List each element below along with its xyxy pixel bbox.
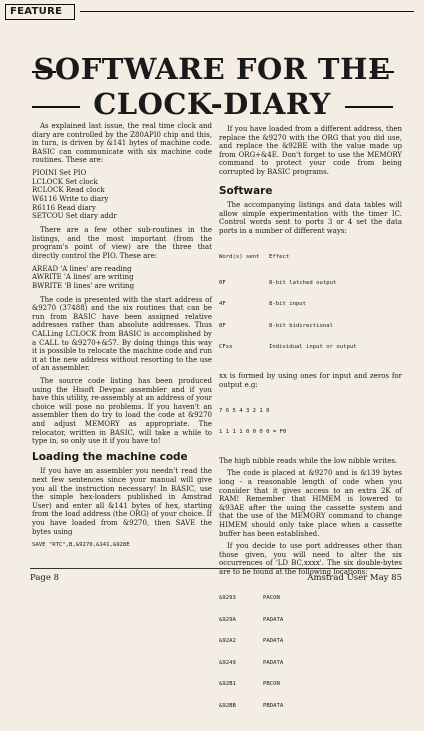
left-column [32,122,212,549]
paragraph: The source code listing has been produced using the Hisoft Devpac assembler and if you have this utility, re-assembly at an address of your choice will pose no problems. If you haven't an assembler then do try to load the code at &9270 and adjust MEMORY as appropriate. The relocator, written in BASIC, will take a while to type in, so only use it if you have to! [32,377,212,446]
paragraph: The code is presented with the start address of &9270 (37488) and the six routines that can be run from BASIC have been assigned relative addresses rather than absolute addresses. Thus CALLing LCLOCK from BASIC is accomplished by a CALL to &9270+&57. By doing things this way it is possible to relocate the machine code and run it at the new address without resorting to the use of an assembler. [32,295,212,373]
section-label: FEATURE [5,4,75,20]
list-item: BWRITE 'B lines' are writing [32,281,135,290]
table-row: &929A PADATA [219,616,284,623]
table-row: 8F 8-bit bidirectional [219,322,333,329]
right-column [219,125,402,731]
list-item: LCLOCK Set clock [32,177,98,186]
table-row: &92BB PBDATA [219,702,284,709]
list-item: AREAD 'A lines' are reading [32,264,132,273]
bit-example [219,393,402,451]
routine-list [32,169,212,221]
table-row: CFxx Individual input or output [219,344,357,351]
subheading-software: Software [219,184,273,197]
paragraph: If you have loaded from a different address, then replace the &9270 with the ORG that you did use, and replace the &92BE with the value made up from ORG+&4E. Don't forget to use the MEMORY command to protect your code from being corrupted by BASIC programs. [219,125,402,176]
paragraph: If you decide to use port addresses other than those given, you will need to alter the six occurrences of 'LD BC,xxxx'. The six double-bytes are to be found at the following locations: [219,542,402,576]
header-rule [80,11,414,12]
list-item: SETCOU Set diary addr [32,212,117,221]
footer-rule [30,568,402,569]
paragraph: The code is placed at &9270 and is &139 bytes long - a reasonable length of code when you consider that it gives access to an extra 2K of RAM! Remember that HIMEM is lowered to &93AE after the using the cassette system and that the use of the MEMORY command to change HIMEM should only take place when a cassette buffer has been established. [219,469,402,538]
port-location-table [219,581,402,725]
table-row: &92B1 PBCON [219,681,280,688]
paragraph: If you have an assembler you needn't read the next few sentences since your manual will give you all the instruction necessary! In BASIC, use the simple hex-loaders published in Amstrad User) and enter all &141 bytes of hex, starting from the load address (the ORG) of your choice. If you have loaded from &9270, then SAVE the bytes using [32,467,212,536]
paragraph: As explained last issue, the real time clock and diary are controlled by the Z80API0 chip and this, in turn, is driven by &141 bytes of machine code. BASIC can communicate with six machine code routines. These are: [32,122,212,165]
pio-routine-list [32,265,212,291]
table-header: Word(s) sent Effect [219,253,290,260]
table-row: 4F 8-bit input [219,301,307,308]
paragraph: There are a few other sub-routines in the listings, and the most important (from the program's point of view) are the three that directly control the PIO. These are: [32,226,212,260]
list-item: W6116 Write to diary [32,195,109,204]
list-item: PIOINI Set PIO [32,168,87,177]
article-title-line-2: CLOCK-DIARY [93,87,331,121]
table-row: &9249 PADATA [219,659,284,666]
table-row: &92A2 PADATA [219,638,284,645]
paragraph: The high nibble reads while the low nibble writes. [219,456,398,465]
subheading-loading: Loading the machine code [32,450,188,463]
list-item: RCLOCK Read clock [32,186,105,195]
paragraph: xx is formed by using ones for input and zeros for output e.g: [219,371,402,389]
table-row: &9293 PACON [219,594,280,601]
paragraph: The accompanying listings and data tables will allow simple experimentation with the timer IC. Control words sent to ports 3 or 4 set the data ports in a number of different ways: [219,201,402,235]
list-item: AWRITE 'A lines' are writing [32,273,134,282]
article-title-line-1: SOFTWARE FOR THE [33,52,391,86]
bit-values: 1 1 1 1 0 0 0 0 = F0 [219,429,287,436]
bit-positions: 7 6 5 4 3 2 1 0 [219,407,270,414]
publication-credit: Amstrad User May 85 [307,573,402,583]
control-word-table [219,240,402,366]
table-row: 0F 8-bit latched output [219,279,337,286]
list-item: R6116 Read diary [32,203,96,212]
save-command: SAVE "RTC",B,&9270,&141,&928E [32,542,130,549]
page-number: Page 8 [30,573,59,583]
